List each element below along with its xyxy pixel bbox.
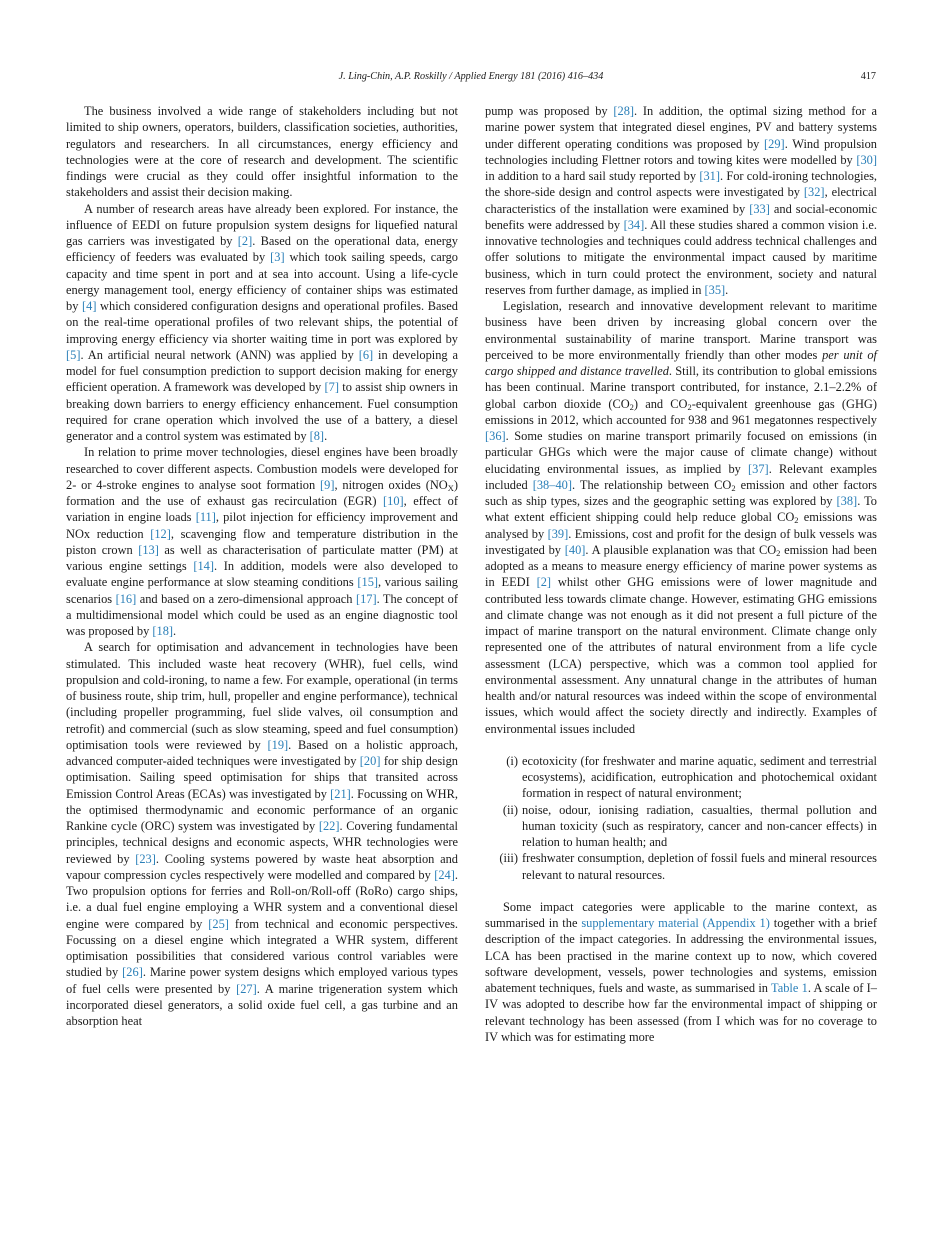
citation-link[interactable]: [17] [355, 591, 377, 606]
citation-link[interactable]: [12] [150, 526, 171, 541]
citation-link[interactable]: [20] [359, 754, 381, 768]
citation-link[interactable]: [8] [309, 429, 325, 443]
citation-link[interactable]: [32] [803, 185, 825, 200]
citation-link[interactable]: [36] [485, 429, 506, 443]
citation-link[interactable]: [7] [324, 380, 339, 395]
paragraph-legislation: Legislation, research and innovative development relevant to maritime business have been driven by increasing global concern over the environmental sustainability of marine transport. Marine transport was perceived to be more environmentally friendly than other modes per unit of cargo shipped and distance travelled. Still, its contribution to global emissions has been continual. Marine transport contributed, for instance, 2.1–2.2% of global carbon dioxide $(CO_2)$ and $CO_2$-equivalent greenhouse gas (GHG) emissions in 2012, which accounted for 938 and 961 megatonnes respectively [36]. Some studies on marine transport primarily focused on emissions (in particular GHGs which were the major cause of climate change) without elucidating environmental issues, as implied by [37]. Relevant examples included [38–40]. The relationship between $CO_2$ emission and other factors such as ship types, sizes and the geographic setting was explored by [38]. To what extent efficient shipping could help reduce global $CO_2$ emissions was analysed by [39]. Emissions, cost and profit for the design of bulk vessels was investigated by [40]. A plausible explanation was that $CO_2$ emission had been adopted as a means to measure energy efficiency of marine power systems as in EEDI [2] whilst other GHG emissions were of lower magnitude and contributed less towards climate change. However, estimating GHG emissions and climate change was not enough as it did not present a full picture of the impact of marine transport on the natural environment. Climate change only represented one of the attributes of natural environment from a life cycle assessment (LCA) perspective, which was a common tool applied for environmental assessment. Any unnatural change in the attributes of human health and/or natural resources was indeed within the scope of environmental issues, which would affect the society directly and indirectly. Examples of environmental issues included [485, 299, 877, 736]
list-item: (ii) noise, odour, ionising radiation, casualties, thermal pollution and human toxicity (such as respiratory, cancer and non-cancer effects) in relation to human health; and [502, 802, 877, 849]
citation-link[interactable]: [21] [330, 786, 351, 801]
citation-link[interactable]: [4] [82, 299, 97, 313]
list-item: (i) ecotoxicity (for freshwater and marine aquatic, sediment and terrestrial ecosystems), acidification, eutrophication and photochemical oxidant formation in respect of natural environment; [506, 753, 877, 801]
citation-link[interactable]: [2] [237, 234, 253, 248]
paragraph-continued: pump was proposed by [28]. In addition, the optimal sizing method for a marine power system that integrated diesel engines, PV and battery systems under different operating conditions was proposed by [29]. Wind propulsion technologies including Flettner rotors and towing kites were modelled by [30] in addition to a hard sail study reported by [31]. For cold-ironing technologies, the shore-side design and control aspects were investigated by [32], electrical characteristics of the installation were examined by [33] and social-economic benefits were addressed by [34]. All these studies shared a common vision i.e. innovative technologies and techniques could address technical challenges and offer solutions to mitigate the environmental impact caused by maritime business, which in turn could protect the environment, society and natural reserves from further damage, as implied in [35]. [485, 104, 877, 297]
environmental-issues-list [485, 753, 877, 883]
citation-link[interactable]: [10] [383, 494, 404, 508]
citation-link[interactable]: [35] [704, 282, 726, 297]
citation-link[interactable]: [37] [748, 461, 769, 476]
citation-link[interactable]: [25] [208, 916, 229, 931]
paragraph-optimisation: A search for optimisation and advancement in technologies have been stimulated. This included waste heat recovery (WHR), fuel cells, wind propulsion and cold-ironing, to name a few. For example, operational (in terms of business route, ship trim, hull, propeller and engine performance), technical (including propeller programming, fuel slide valves, oil consumption and retrofit) and commercial (such as slow steaming, speed and fuel consumption) optimisation tools were reviewed by [19]. Based on a holistic approach, advanced computer-aided techniques were investigated by [20] for ship design optimisation. Sailing speed optimisation for ships that transited across Emission Control Areas (ECAs) was investigated by [21]. Focussing on WHR, the optimised thermodynamic and economic performance of an organic Rankine cycle (ORC) system was investigated by [22]. Covering fundamental principles, technical designs and economic aspects, WHR technologies were reviewed by [23]. Cooling systems powered by waste heat absorption and vapour compression cycles respectively were modelled and compared by [24]. Two propulsion options for ferries and Roll-on/Roll-off (RoRo) cargo ships, i.e. a dual fuel engine employing a WHR system and a conventional diesel engine were compared by [25] from technical and economic perspectives. Focussing on a diesel engine which integrated a WHR system, different optimisation possibilities that considered various control variables were studied by [26]. Marine power system designs which employed various types of fuel cells were presented by [27]. A marine trigeneration system which incorporated diesel generators, a solid oxide fuel cell, a gas turbine and an absorption heat [66, 640, 459, 1028]
page-number: 417 [860, 71, 876, 82]
citation-link[interactable]: [33] [749, 201, 770, 216]
citation-link[interactable]: [23] [135, 851, 156, 866]
citation-link[interactable]: [38] [836, 494, 858, 508]
table-1-link[interactable]: Table 1 [771, 981, 808, 995]
citation-link[interactable]: [40] [564, 542, 586, 557]
citation-link[interactable]: [16] [115, 591, 137, 606]
citation-link[interactable]: [39] [547, 526, 569, 541]
running-title: J. Ling-Chin, A.P. Roskilly / Applied Energy 181 (2016) 416–434 [338, 71, 604, 82]
citation-link[interactable]: [11] [195, 510, 216, 525]
citation-link[interactable]: [31] [699, 169, 720, 183]
citation-link[interactable]: [3] [270, 250, 285, 265]
citation-link[interactable]: [26] [122, 965, 143, 980]
citation-link[interactable]: [38–40] [532, 477, 572, 492]
citation-link[interactable]: [2] [536, 575, 552, 590]
citation-link[interactable]: [5] [66, 347, 81, 362]
paragraph-impact-categories: Some impact categories were applicable to the marine context, as summarised in the supplementary material (Appendix 1) together with a brief description of the impact categories. In addressing the environmental issues, LCA has been practised in the marine context up to now, which covered software development, vessels, power technologies and systems, emission abatement techniques, fuels and waste, as summarised in Table 1. A scale of I–IV was adopted to describe how far the environmental impact of shipping or relevant technology has been assessed (from I which was for no coverage to IV which was for estimating more [485, 899, 877, 1044]
citation-link[interactable]: [27] [236, 981, 257, 996]
citation-link[interactable]: [22] [318, 819, 340, 833]
paragraph-stakeholders: The business involved a wide range of stakeholders including but not limited to ship owners, operators, builders, classification societies, authorities, regulators and researchers. In all circumstances, energy efficiency and technologies were at the core of research and development. The scientific findings were crucial as they could offer insightful information to the stakeholders and assist their decision making. [66, 104, 458, 200]
supplementary-material-link[interactable]: supplementary material (Appendix 1) [581, 916, 770, 930]
citation-link[interactable]: [9] [320, 477, 335, 492]
paragraph-research-areas: A number of research areas have already been explored. For instance, the influence of EEDI on future propulsion system designs for liquefied natural gas carriers was investigated by [2]. Based on the operational data, energy efficiency of feeders was evaluated by [3] which took sailing speeds, cargo capacity and time spent in port and at sea into account. Using a life-cycle energy management tool, energy efficiency of container ships was estimated by [4] which considered configuration designs and operational profiles. Based on the real-time operational profiles of two relevant ships, the potential of improving energy efficiency via shorter waiting time in port was explored by [5]. An artificial neural network (ANN) was applied by [6] in developing a model for fuel consumption prediction to support decision making for energy efficient operation. A framework was developed by [7] to assist ship owners in breaking down barriers to energy efficiency enhancement. Fuel consumption required for crane operation which involved the use of a battery, a diesel generator and a control system was estimated by [8]. [66, 201, 459, 443]
citation-link[interactable]: [13] [138, 542, 159, 557]
citation-link[interactable]: [34] [623, 217, 645, 232]
citation-link[interactable]: [28] [613, 104, 635, 118]
citation-link[interactable]: [18] [152, 624, 174, 638]
list-item: (iii) freshwater consumption, depletion of fossil fuels and mineral resources relevant to natural resources. [499, 851, 877, 882]
paragraph-prime-movers: In relation to prime mover technologies, diesel engines have been broadly researched to cover different aspects. Combustion models were developed for 2- or 4-stroke engines to analyse soot formation [9], nitrogen oxides $(NO_X)$ formation and the use of exhaust gas recirculation (EGR) [10], effect of variation in engine loads [11], pilot injection for efficiency improvement and NOx reduction [12], scavenging flow and temperature distribution in the piston crown [13] as well as characterisation of particulate matter (PM) at various engine settings [14]. In addition, models were also developed to evaluate engine performance at slow steaming conditions [15], various sailing scenarios [16] and based on a zero-dimensional approach [17]. The concept of a multidimensional model which could be used as an engine diagnostic tool was proposed by [18]. [66, 445, 459, 638]
citation-link[interactable]: [14] [193, 559, 214, 573]
citation-link[interactable]: [24] [434, 867, 455, 882]
running-header [66, 71, 876, 87]
citation-link[interactable]: [15] [357, 575, 379, 590]
citation-link[interactable]: [19] [267, 737, 289, 752]
citation-link[interactable]: [29] [764, 136, 785, 151]
citation-link[interactable]: [30] [856, 152, 877, 167]
right-column [485, 103, 877, 1045]
left-column [66, 103, 458, 1029]
citation-link[interactable]: [6] [358, 347, 374, 362]
